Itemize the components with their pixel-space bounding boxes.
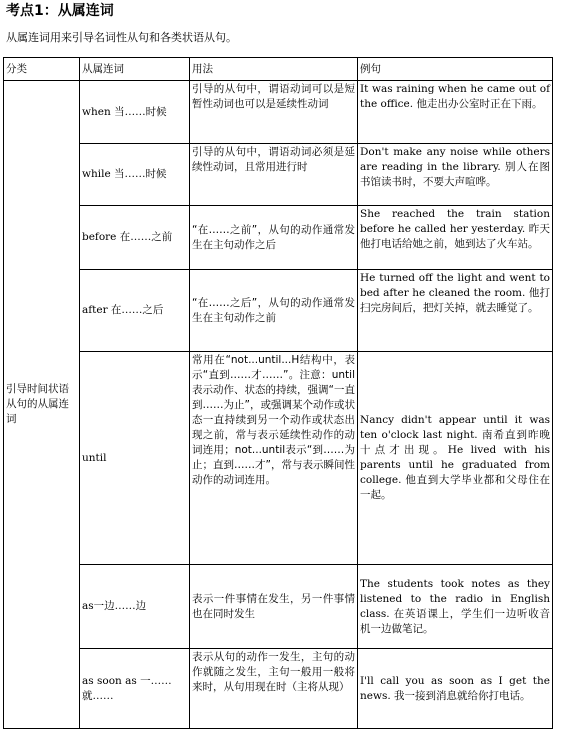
header-category: 分类 — [4, 58, 80, 81]
conjunction-cell: while 当……时候 — [80, 144, 190, 206]
header-usage: 用法 — [190, 58, 358, 81]
usage-cell: 引导的从句中，谓语动词可以是短暂性动词也可以是延续性动词 — [190, 81, 358, 144]
usage-cell: “在……之前”，从句的动作通常发生在主句动作之后 — [190, 206, 358, 270]
example-cell: Nancy didn't appear until it was ten o'clock last night. 南希直到昨晚十点才出现。He lived with his parents until he graduated from college. 他直到大学毕业都和父母住在一起。 — [358, 352, 553, 565]
conjunction-cell: before 在……之前 — [80, 206, 190, 270]
usage-cell: “在……之后”，从句的动作通常发生在主句动作之前 — [190, 270, 358, 352]
section-heading: 考点1：从属连词 — [6, 3, 114, 19]
conjunction-cell: when 当……时候 — [80, 81, 190, 144]
header-conjunction: 从属连词 — [80, 58, 190, 81]
usage-cell: 引导的从句中，谓语动词必须是延续性动词，且常用进行时 — [190, 144, 358, 206]
conjunction-cell: as一边……边 — [80, 565, 190, 649]
usage-cell: 常用在“not...until...H结构中，表示“直到……才……”。注意：until表示动作、状态的持续，强调“一直到……为止”，或强调某个动作或状态一直持续到另一个动作或状态出现之前，常与表示延续性动作的动词连用；not...until表示“到……为止；直到……才”，常与表示瞬间性动作的动词连用。 — [190, 352, 358, 565]
usage-cell: 表示一件事情在发生，另一件事情也在同时发生 — [190, 565, 358, 649]
table-row — [4, 352, 553, 565]
example-cell: She reached the train station before he called her yesterday. 昨天他打电话给她之前，她到达了火车站。 — [358, 206, 553, 270]
example-cell: It was raining when he came out of the office. 他走出办公室时正在下雨。 — [358, 81, 553, 144]
intro-text: 从属连词用来引导名词性从句和各类状语从句。 — [6, 31, 237, 44]
conjunction-table — [3, 57, 553, 729]
table-row — [4, 649, 553, 729]
example-cell: He turned off the light and went to bed after he cleaned the room. 他打扫完房间后，把灯关掉，就去睡觉了。 — [358, 270, 553, 352]
table-header-row — [4, 58, 553, 81]
category-cell: 引导时间状语从句的从属连词 — [4, 81, 80, 729]
conjunction-cell: after 在……之后 — [80, 270, 190, 352]
example-cell: I'll call you as soon as I get the news. 我一接到消息就给你打电话。 — [358, 649, 553, 729]
table-row — [4, 270, 553, 352]
example-cell: The students took notes as they listened to the radio in English class. 在英语课上，学生们一边听收音机一边做笔记。 — [358, 565, 553, 649]
usage-cell: 表示从句的动作一发生，主句的动作就随之发生，主句一般用一般将来时，从句用现在时（主将从现） — [190, 649, 358, 729]
table-row — [4, 206, 553, 270]
table-row — [4, 81, 553, 144]
conjunction-cell: as soon as 一……就…… — [80, 649, 190, 729]
header-example: 例句 — [358, 58, 553, 81]
example-cell: Don't make any noise while others are reading in the library. 别人在图书馆读书时，不要大声喧哗。 — [358, 144, 553, 206]
conjunction-cell: until — [80, 352, 190, 565]
table-row — [4, 144, 553, 206]
table-row — [4, 565, 553, 649]
